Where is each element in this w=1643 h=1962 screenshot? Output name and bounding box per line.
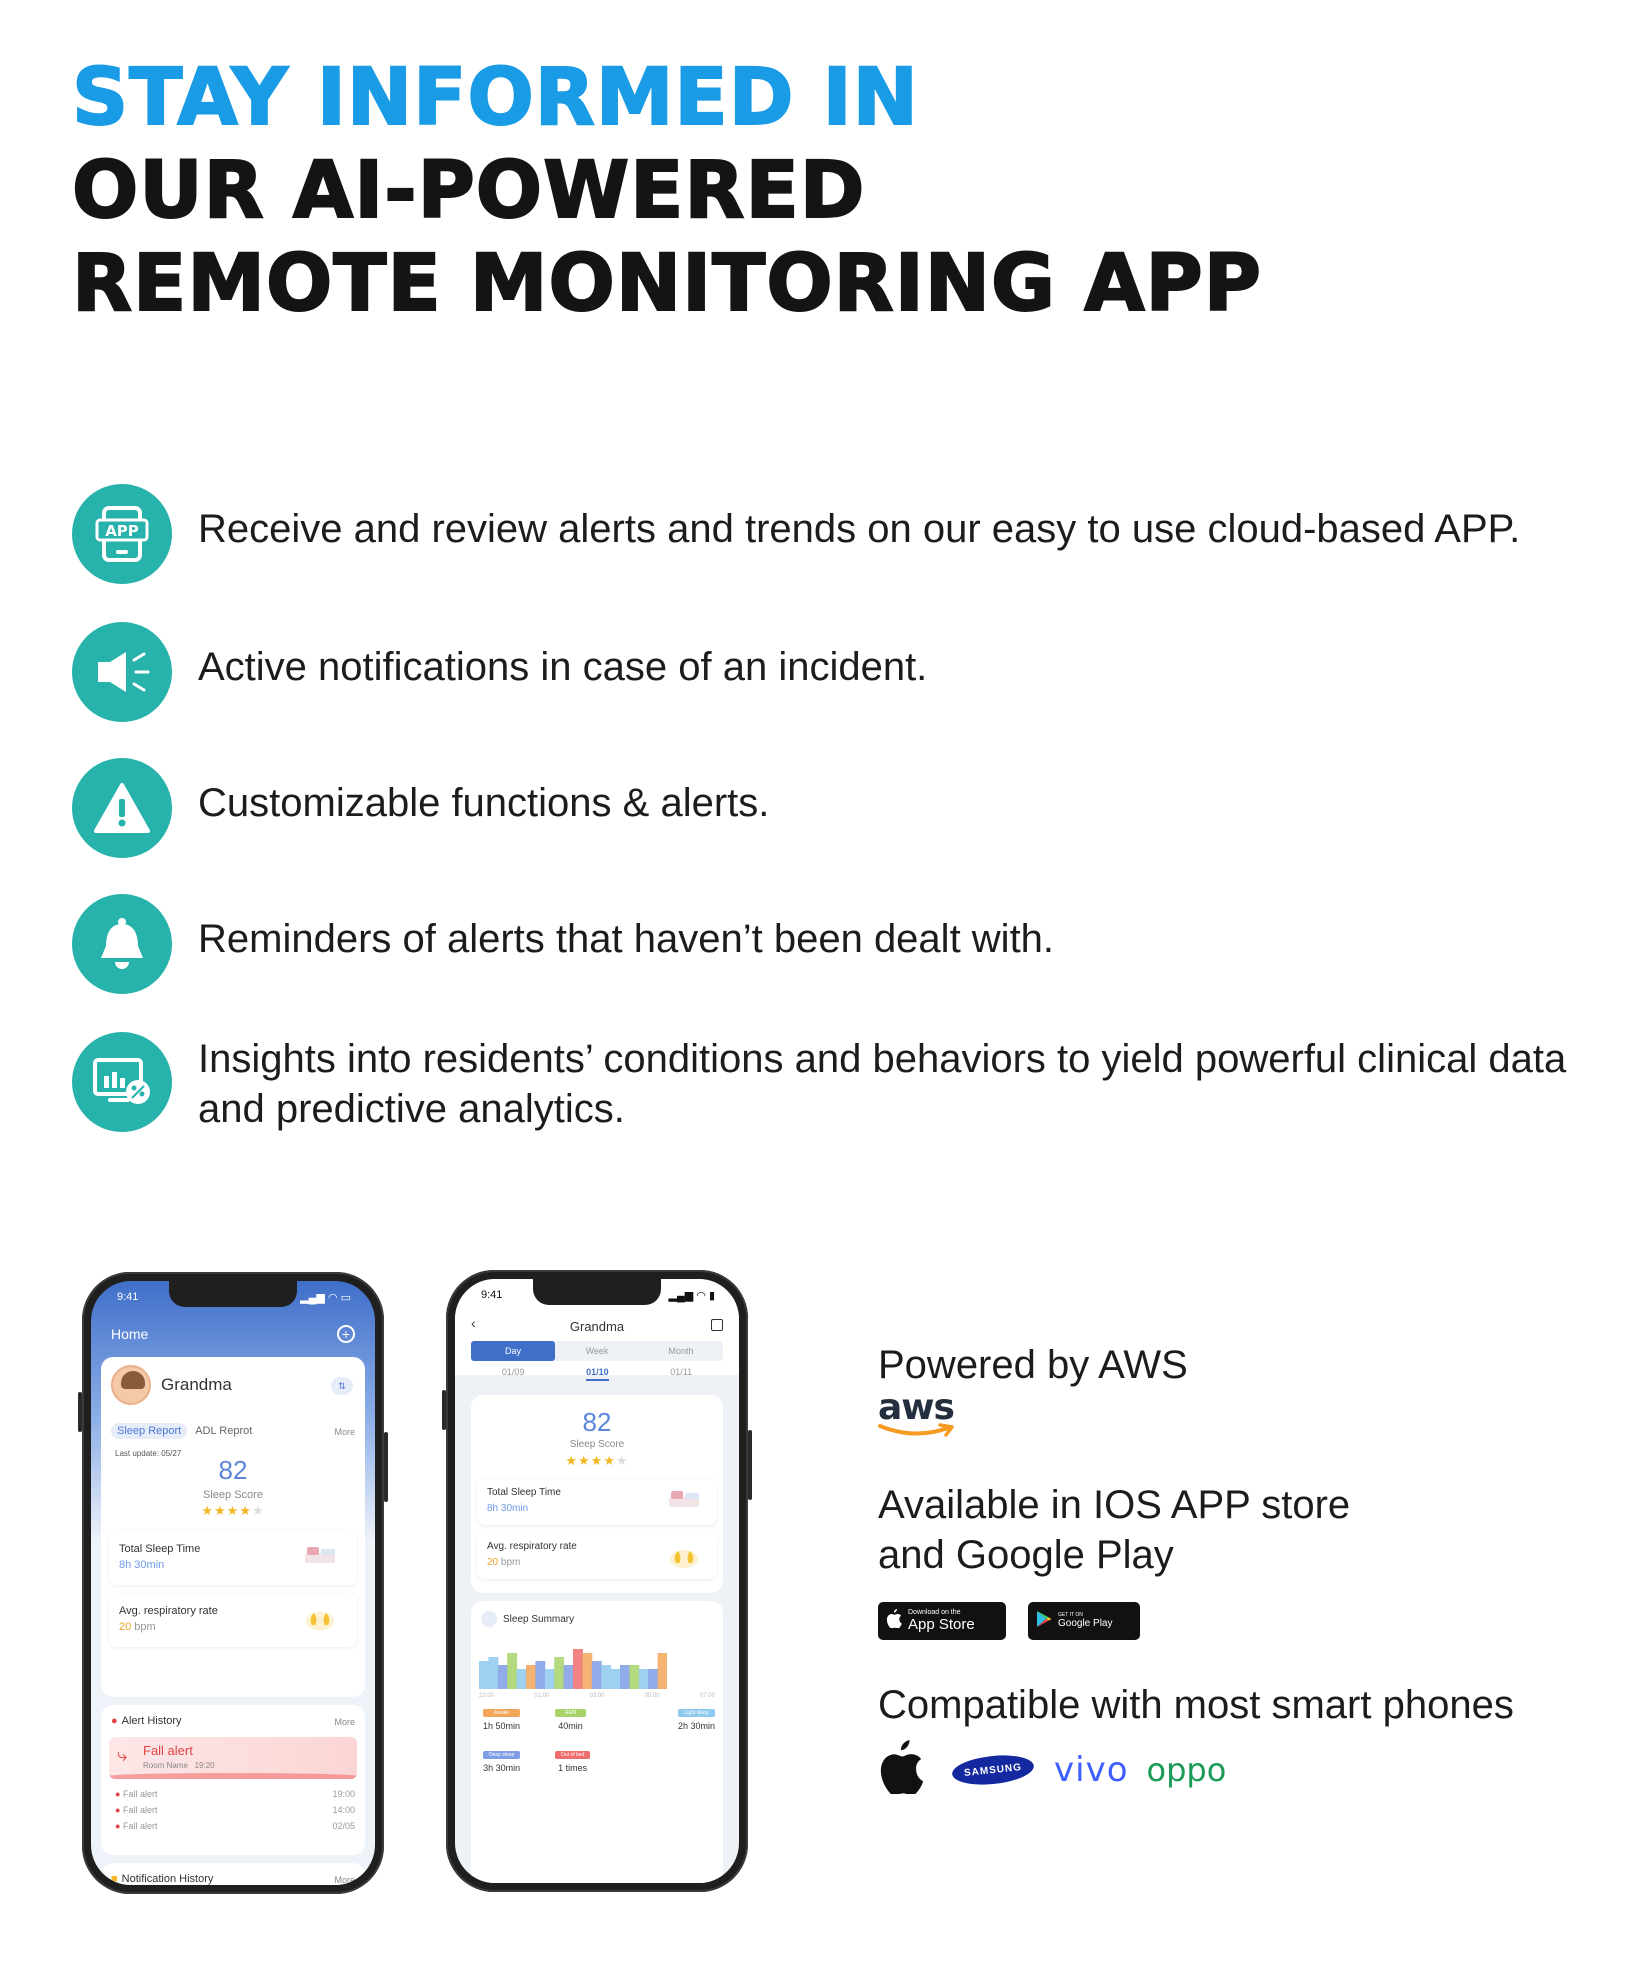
legend-item-awake: Awake 1h 50min <box>483 1710 521 1731</box>
tab-day[interactable]: Day <box>471 1341 555 1361</box>
respiratory-card[interactable] <box>477 1533 717 1579</box>
total-sleep-value: 8h 30min <box>487 1503 529 1514</box>
sleep-stage-bar <box>648 1669 658 1689</box>
star-rating: ★★★★★ <box>565 1453 629 1468</box>
apple-icon <box>886 1609 902 1633</box>
total-sleep-card[interactable] <box>477 1479 717 1525</box>
app-store-label: App Store <box>908 1616 975 1633</box>
sleep-summary-title: Sleep Summary <box>503 1613 575 1625</box>
sleep-stage-bar <box>582 1653 592 1689</box>
sleep-stage-bar <box>517 1669 527 1689</box>
time-tick: 23:00 <box>479 1693 495 1699</box>
compatibility-text: Compatible with most smart phones <box>878 1683 1514 1727</box>
respiratory-card[interactable] <box>109 1593 357 1647</box>
bed-icon <box>667 1485 703 1518</box>
sleep-stage-bar <box>545 1669 555 1689</box>
time-axis <box>479 1693 715 1699</box>
time-tick: 01:00 <box>534 1693 550 1699</box>
phone-mockup-sleep <box>446 1270 748 1892</box>
sleep-stage-bar <box>592 1661 602 1689</box>
tab-sleep-report[interactable]: Sleep Report <box>111 1423 187 1439</box>
oppo-logo: oppo <box>1146 1750 1227 1789</box>
legend-item-out-of-bed: Out of bed 1 times <box>555 1751 590 1773</box>
tab-week[interactable]: Week <box>585 1346 609 1356</box>
notification-icon: ■ <box>111 1873 118 1885</box>
sleep-score-card <box>471 1395 723 1593</box>
more-link[interactable]: More <box>334 1875 355 1885</box>
app-header <box>111 1325 355 1343</box>
feature-text: Insights into residents’ conditions and behaviors to yield powerful clinical data and predictive analytics. <box>198 1037 1567 1131</box>
fall-person-icon: ⤷ <box>117 1745 128 1765</box>
sleep-stage-bar <box>554 1657 564 1689</box>
feature-item-notifications <box>72 622 1598 722</box>
samsung-logo: SAMSUNG <box>951 1751 1035 1787</box>
sleep-score-label: Sleep Score <box>569 1439 625 1450</box>
sleep-summary-card <box>471 1601 723 1883</box>
notification-history-card <box>101 1863 365 1885</box>
bed-icon <box>303 1541 339 1569</box>
signal-battery-icon: ▂▄▆ ◠ ▮ <box>668 1290 715 1302</box>
legend-item-deep-sleep: Deep sleep 3h 30min <box>483 1752 521 1773</box>
alert-row[interactable]: ● Fall alert 02/05 <box>115 1821 355 1831</box>
headline <box>72 52 1262 331</box>
legend-item-light-sleep: Light sleep 2h 30min <box>677 1710 715 1731</box>
sleep-stage-bar <box>498 1665 508 1689</box>
analytics-icon <box>72 1032 172 1132</box>
star-rating: ★★★★★ <box>201 1503 265 1518</box>
apple-logo-icon <box>878 1740 924 1799</box>
legend-item-rem: REM 40min <box>555 1709 586 1731</box>
time-tick: 03:00 <box>589 1693 605 1699</box>
phone-screen <box>91 1281 375 1885</box>
availability-line-2: and Google Play <box>878 1533 1174 1577</box>
back-icon[interactable]: ‹ <box>471 1315 476 1331</box>
sleep-stage-bar <box>479 1661 489 1689</box>
feature-text: Customizable functions & alerts. <box>198 781 770 825</box>
total-sleep-card[interactable] <box>109 1531 357 1585</box>
feature-item-customizable <box>72 758 1598 858</box>
more-link[interactable]: More <box>334 1717 355 1727</box>
time-tick: 07:00 <box>699 1693 715 1699</box>
switch-resident-icon[interactable]: ⇅ <box>331 1377 353 1395</box>
respiratory-label: Avg. respiratory rate <box>119 1605 218 1617</box>
calendar-icon[interactable] <box>711 1319 723 1331</box>
brand-logos <box>878 1740 1226 1799</box>
sleep-stage-bar <box>507 1653 517 1689</box>
app-store-badge[interactable] <box>878 1602 1006 1640</box>
speaker-icon <box>72 622 172 722</box>
alert-history-card <box>101 1705 365 1855</box>
warning-icon <box>72 758 172 858</box>
lungs-icon <box>669 1541 699 1574</box>
total-sleep-label: Total Sleep Time <box>487 1487 561 1498</box>
feature-text: Receive and review alerts and trends on our easy to use cloud-based APP. <box>198 507 1521 551</box>
google-play-label: Google Play <box>1058 1618 1113 1629</box>
sleep-stage-bar <box>601 1665 611 1689</box>
app-phone-icon <box>72 484 172 584</box>
bed-small-icon <box>481 1611 497 1627</box>
sleep-stage-bar <box>620 1665 630 1689</box>
add-icon[interactable]: + <box>337 1325 355 1343</box>
status-time: 9:41 <box>117 1291 139 1303</box>
fall-alert-banner[interactable] <box>109 1737 357 1779</box>
avatar <box>111 1365 151 1405</box>
fall-alert-title: Fall alert <box>143 1743 193 1758</box>
total-sleep-value: 8h 30min <box>119 1559 165 1571</box>
alert-history-title: Alert History <box>121 1715 182 1727</box>
vivo-logo: vivo <box>1054 1749 1129 1790</box>
more-link[interactable]: More <box>334 1427 355 1437</box>
sleep-stage-bar <box>488 1657 498 1689</box>
powered-by-section <box>878 1340 1188 1390</box>
powered-by-text: Powered by AWS <box>878 1343 1188 1387</box>
sleep-stage-bar <box>526 1665 536 1689</box>
google-play-badge[interactable] <box>1028 1602 1140 1640</box>
sleep-stage-bar <box>639 1669 649 1689</box>
phone-notch <box>169 1281 297 1307</box>
room-name: Room Name 19:20 <box>143 1761 215 1770</box>
date-item[interactable]: 01/09 <box>501 1367 525 1377</box>
respiratory-value: 20 bpm <box>487 1557 521 1568</box>
status-time: 9:41 <box>481 1289 503 1301</box>
sleep-score-label: Sleep Score <box>203 1489 263 1501</box>
sleep-stage-bar <box>564 1665 574 1689</box>
date-selector <box>471 1367 723 1381</box>
notification-history-title: Notification History <box>121 1873 214 1885</box>
alert-row[interactable]: ● Fall alert 19:00 <box>115 1789 355 1799</box>
feature-text: Active notifications in case of an incident. <box>198 645 928 689</box>
feature-item-insights <box>72 1032 1598 1134</box>
bell-icon <box>72 894 172 994</box>
period-segmented-control <box>471 1341 723 1361</box>
sleep-stage-bars <box>479 1645 667 1689</box>
last-update: Last update: 05/27 <box>115 1449 182 1458</box>
headline-line-3: REMOTE MONITORING APP <box>72 239 1262 329</box>
google-play-small: GET IT ON <box>1058 1612 1083 1618</box>
sleep-stage-chart <box>479 1645 715 1689</box>
resident-name: Grandma <box>161 1375 232 1394</box>
sleep-stage-bar <box>629 1665 639 1689</box>
google-play-icon <box>1036 1610 1052 1633</box>
availability-line-1: Available in IOS APP store <box>878 1483 1351 1527</box>
compatibility-section <box>878 1680 1514 1730</box>
svg-text:APP: APP <box>105 522 139 540</box>
lungs-icon <box>305 1603 335 1631</box>
sleep-stage-bar <box>573 1649 583 1689</box>
feature-item-app <box>72 484 1598 584</box>
date-item[interactable]: 01/11 <box>670 1367 693 1377</box>
tab-month[interactable]: Month <box>668 1346 694 1356</box>
signal-battery-icon: ▂▄▆ ◠ ▭ <box>300 1292 351 1304</box>
sleep-stage-bar <box>535 1661 545 1689</box>
feature-item-reminders <box>72 894 1598 994</box>
respiratory-value: 20 bpm <box>119 1621 156 1633</box>
alert-row[interactable]: ● Fall alert 14:00 <box>115 1805 355 1815</box>
resident-card <box>101 1357 365 1697</box>
sleep-score: 82 <box>218 1455 248 1485</box>
screen-title: Home <box>111 1326 149 1342</box>
aws-logo: aws <box>878 1390 958 1438</box>
screen-title: Grandma <box>569 1319 625 1334</box>
headline-line-1: STAY INFORMED IN <box>72 53 919 143</box>
sleep-score: 82 <box>582 1407 612 1437</box>
availability-section <box>878 1480 1350 1580</box>
total-sleep-label: Total Sleep Time <box>119 1543 201 1555</box>
time-tick: 05:00 <box>644 1693 660 1699</box>
sleep-stage-bar <box>658 1653 667 1689</box>
app-store-small: Download on the <box>908 1609 961 1616</box>
headline-line-2: OUR AI-POWERED <box>72 146 866 236</box>
tab-adl-report[interactable]: ADL Reprot <box>195 1425 253 1437</box>
phone-screen <box>455 1279 739 1883</box>
date-item-selected[interactable]: 01/10 <box>586 1367 609 1381</box>
respiratory-label: Avg. respiratory rate <box>487 1541 577 1552</box>
phone-mockup-home <box>82 1272 384 1894</box>
feature-text: Reminders of alerts that haven’t been dealt with. <box>198 917 1055 961</box>
phone-notch <box>533 1279 661 1305</box>
alarm-icon: ● <box>111 1715 118 1727</box>
sleep-stage-bar <box>611 1669 621 1689</box>
